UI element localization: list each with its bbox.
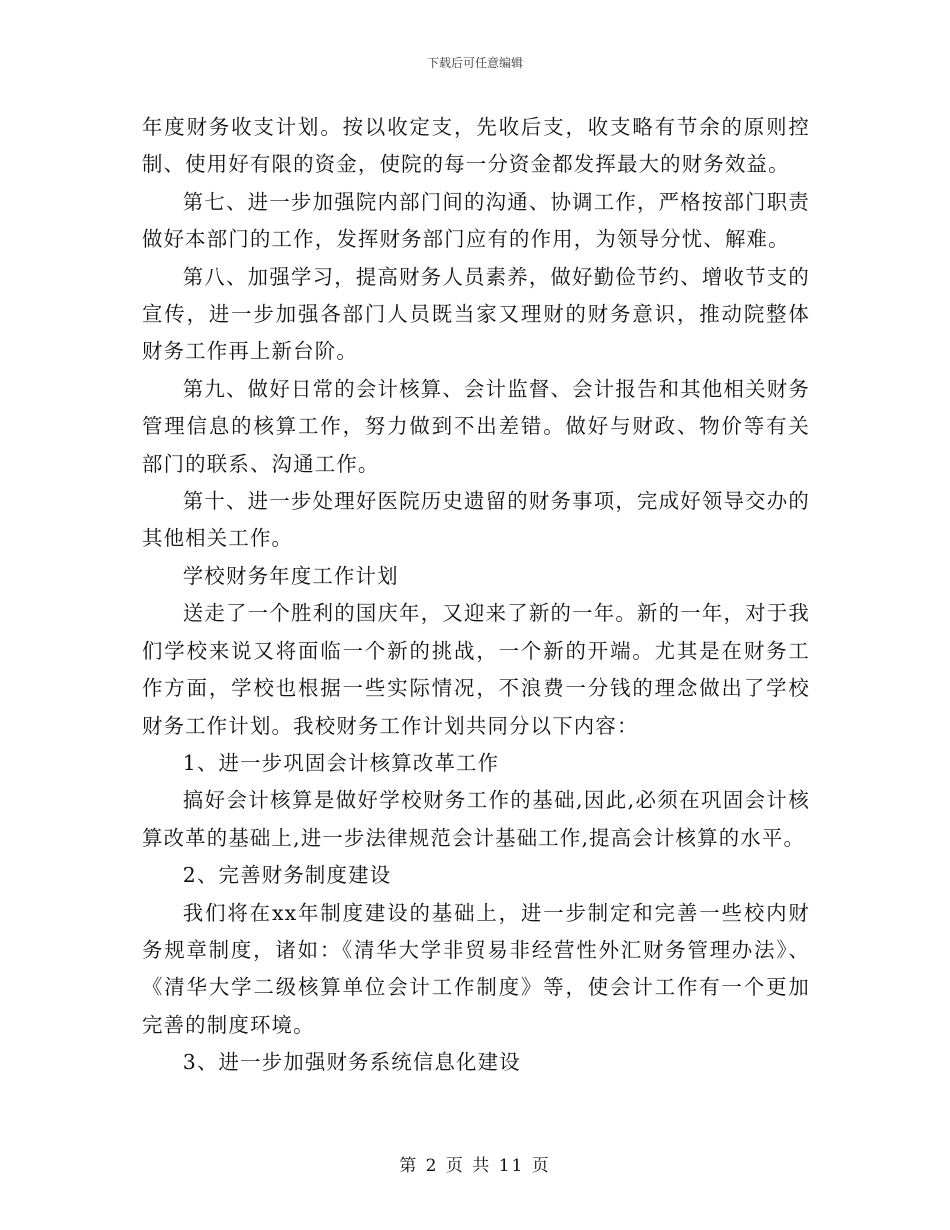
document-body <box>142 109 810 1082</box>
paragraph-item-9: 第九、做好日常的会计核算、会计监督、会计报告和其他相关财务管理信息的核算工作，努力做到不出差错。做好与财政、物价等有关部门的联系、沟通工作。 <box>142 376 810 476</box>
intro-paragraph: 送走了一个胜利的国庆年，又迎来了新的一年。新的一年，对于我们学校来说又将面临一个新的挑战，一个新的开端。尤其是在财务工作方面，学校也根据一些实际情况，不浪费一分钱的理念做出了学校财务工作计划。我校财务工作计划共同分以下内容： <box>142 601 810 738</box>
heading-1: 1、进一步巩固会计核算改革工作 <box>182 750 500 775</box>
page-header: 下载后可任意编辑 <box>426 56 523 70</box>
section-title: 学校财务年度工作计划 <box>182 563 399 588</box>
paragraph-item-7: 第七、进一步加强院内部门间的沟通、协调工作，严格按部门职责做好本部门的工作，发挥财务部门应有的作用，为领导分忧、解难。 <box>142 189 810 252</box>
paragraph-2: 我们将在xx年制度建设的基础上，进一步制定和完善一些校内财务规章制度，诸如：《清华大学非贸易非经营性外汇财务管理办法》、《清华大学二级核算单位会计工作制度》等，使会计工作有一个更加完善的制度环境。 <box>142 900 810 1037</box>
heading-2: 2、完善财务制度建设 <box>182 863 392 888</box>
paragraph-continuation: 年度财务收支计划。按以收定支，先收后支，收支略有节余的原则控制、使用好有限的资金，使院的每一分资金都发挥最大的财务效益。 <box>142 115 810 177</box>
paragraph-item-10: 第十、进一步处理好医院历史遗留的财务事项，完成好领导交办的其他相关工作。 <box>142 489 810 551</box>
paragraph-item-8: 第八、加强学习，提高财务人员素养，做好勤俭节约、增收节支的宣传，进一步加强各部门人员既当家又理财的财务意识，推动院整体财务工作再上新台阶。 <box>142 264 810 364</box>
heading-3: 3、进一步加强财务系统信息化建设 <box>182 1050 521 1075</box>
page-footer: 第 2 页 共 11 页 <box>399 1156 551 1176</box>
paragraph-1: 搞好会计核算是做好学校财务工作的基础,因此,必须在巩固会计核算改革的基础上,进一步法律规范会计基础工作,提高会计核算的水平。 <box>142 788 810 850</box>
